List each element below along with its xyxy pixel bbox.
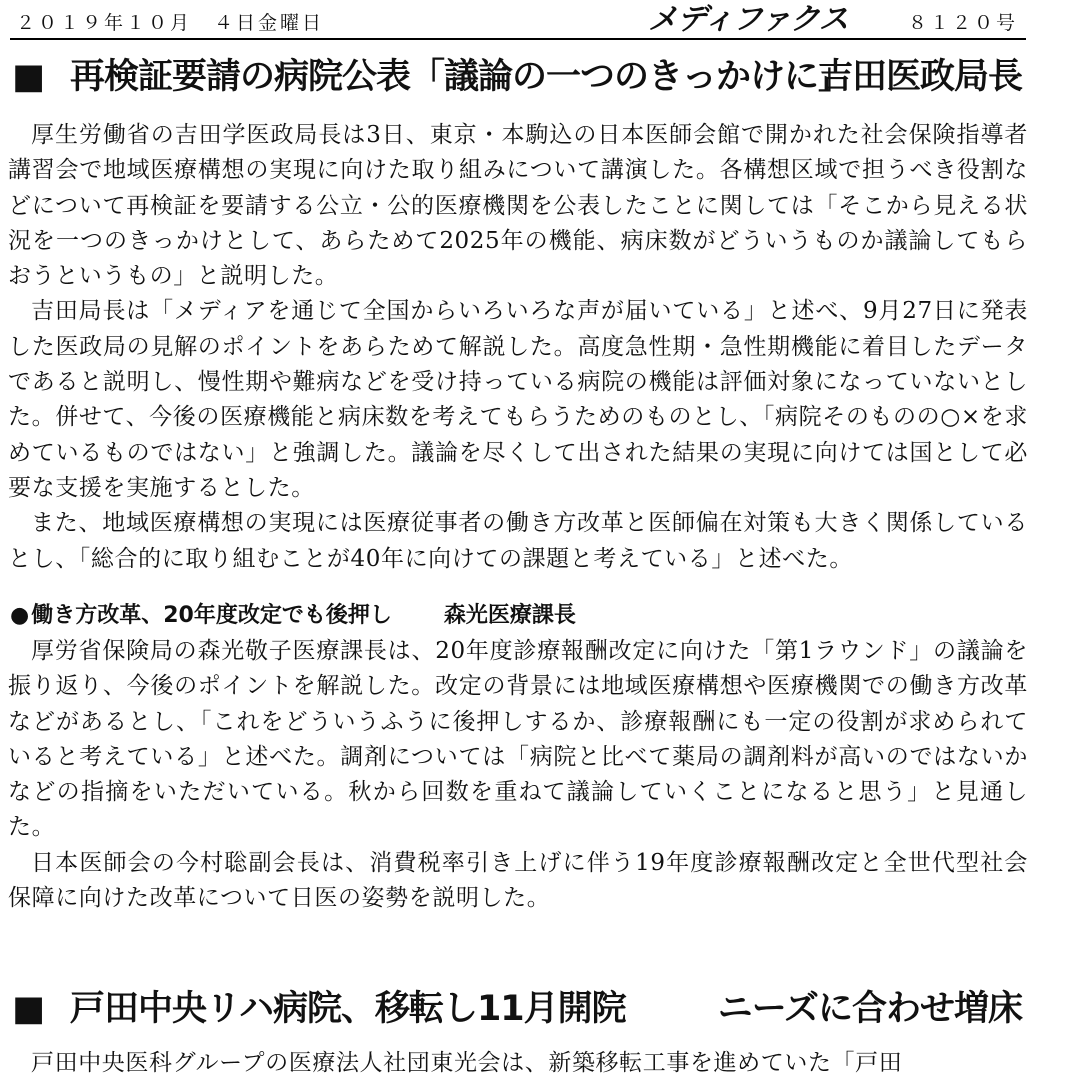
subsection-byline: 森光医療課長: [443, 603, 576, 628]
headline-byline: 吉田医政局長: [817, 57, 1022, 97]
article-headline: [12, 52, 1022, 102]
square-bullet-icon: ■: [12, 57, 45, 97]
article-body: [8, 1046, 1028, 1081]
paragraph: 日本医師会の今村聡副会長は、消費税率引き上げに伴う19年度診療報酬改定と全世代型社会保障に向けた改革について日医の姿勢を説明した。: [8, 849, 1028, 912]
headline-byline: ニーズに合わせ増床: [717, 989, 1022, 1029]
article-headline: [12, 984, 1022, 1034]
paragraph: 吉田局長は「メディアを通じて全国からいろいろな声が届いている」と述べ、9月27日に発表した医政局の見解のポイントをあらためて解説した。高度急性期・急性期機能に着目したデータであると説明し、慢性期や難病などを受け持っている病院の機能は評価対象になっていないとした。併せて、今後の医療機能と病床数を考えてもらうためのものとし、「病院そのものの○×を求めているものではない」と強調した。議論を尽くして出された結果の実現に向けては国として必要な支援を実施するとした。: [8, 298, 1029, 501]
subsection-title: 働き方改革、20年度改定でも後押し: [31, 603, 392, 628]
article-body: [8, 118, 1028, 577]
paragraph: 厚労省保険局の森光敬子医療課長は、20年度診療報酬改定に向けた「第1ラウンド」の議論を振り返り、今後のポイントを解説した。改定の背景には地域医療構想や医療機関での働き方改革などがあるとし、「これをどういうふうに後押しするか、診療報酬にも一定の役割が求められていると考えている」と述べた。調剤については「病院と比べて薬局の調剤料が高いのではないかなどの指摘をいただいている。秋から回数を重ねて議論していくことになると思う」と見通した。: [8, 638, 1028, 841]
issue-date: ２０１９年１０月 ４日金曜日: [16, 12, 325, 34]
page-header: [10, 0, 1026, 40]
square-bullet-icon: ■: [12, 989, 45, 1029]
circle-bullet-icon: ●: [10, 603, 30, 628]
publication-logo: メディファクス: [648, 2, 848, 37]
issue-number: ８１２０号: [907, 12, 1018, 34]
subsection-heading: [10, 598, 576, 634]
paragraph: 戸田中央医科グループの医療法人社団東光会は、新築移転工事を進めていた「戸田: [31, 1050, 903, 1076]
subsection-body: [8, 634, 1028, 916]
paragraph: 厚生労働省の吉田学医政局長は3日、東京・本駒込の日本医師会館で開かれた社会保険指導者講習会で地域医療構想の実現に向けた取り組みについて講演した。各構想区域で担うべき役割などについて再検証を要請する公立・公的医療機関を公表したことに関しては「そこから見える状況を一つのきっかけとして、あらためて2025年の機能、病床数がどういうものか議論してもらおうというもの」と説明した。: [8, 122, 1028, 290]
headline-title: 戸田中央リハ病院、移転し11月開院: [70, 989, 626, 1029]
headline-title: 再検証要請の病院公表「議論の一つのきっかけに」: [70, 57, 853, 97]
paragraph: また、地域医療構想の実現には医療従事者の働き方改革と医師偏在対策も大きく関係しているとし、「総合的に取り組むことが40年に向けての課題と考えている」と述べた。: [8, 510, 1028, 572]
